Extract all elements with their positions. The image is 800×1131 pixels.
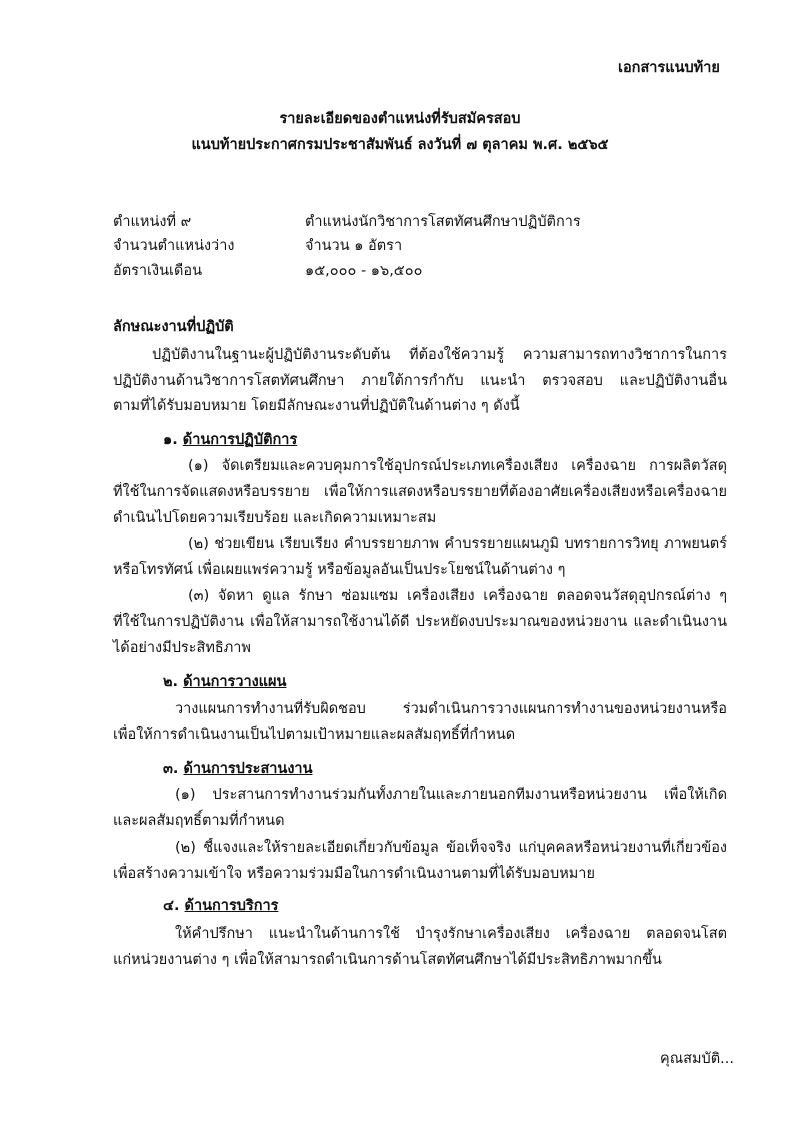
text-line: ที่ใช้ในการจัดแสดงหรือบรรยาย เพื่อให้การแสดงหรือบรรยายที่ต้องอาศัยเครื่องเสียงหรือเครื่องฉาย	[113, 484, 727, 500]
section-number: ๑.	[163, 432, 178, 448]
text-line: ได้อย่างมีประสิทธิภาพ	[113, 640, 251, 656]
text-line: ที่ใช้ในการปฏิบัติงาน เพื่อให้สามารถใช้งานได้ดี ประหยัดงบประมาณของหน่วยงาน และดำเนินงาน	[113, 614, 727, 630]
text-line: แก่หน่วยงานต่าง ๆ เพื่อให้สามารถดำเนินการด้านโสตทัศนศึกษาได้มีประสิทธิภาพมากขึ้น	[113, 952, 662, 968]
section-2-heading	[163, 672, 286, 692]
section-number: ๔.	[163, 898, 180, 914]
text-line: (๒) ชี้แจงและให้รายละเอียดเกี่ยวกับข้อมูล ข้อเท็จจริง แก่บุคคลหรือหน่วยงานที่เกี่ยวข้อง	[175, 840, 727, 856]
position-value: ตำแหน่งนักวิชาการโสตทัศนศึกษาปฏิบัติการ	[305, 214, 581, 230]
position-label: ตำแหน่งที่ ๙	[113, 214, 192, 230]
section-number: ๓.	[163, 761, 179, 777]
vacancy-value: จำนวน ๑ อัตรา	[305, 238, 403, 254]
section-4-heading	[163, 896, 278, 916]
section-number: ๒.	[163, 674, 179, 690]
text-line: (๑) ประสานการทำงานร่วมกันทั้งภายในและภายนอกทีมงานหรือหน่วยงาน เพื่อให้เกิด	[175, 787, 727, 803]
section-title: ด้านการวางแผน	[183, 674, 287, 690]
text-line: และผลสัมฤทธิ์ตามที่กำหนด	[113, 813, 285, 829]
section-title: ด้านการบริการ	[184, 898, 279, 914]
section-3-heading	[163, 759, 312, 779]
text-line: ดำเนินไปโดยความเรียบร้อย และเกิดความเหมาะสม	[113, 510, 437, 526]
text-line: ปฏิบัติงานในฐานะผู้ปฏิบัติงานระดับต้น ที่ต้องใช้ความรู้ ความสามารถทางวิชาการในการ	[152, 347, 727, 363]
text-line: (๓) จัดหา ดูแล รักษา ซ่อมแซม เครื่องเสียง เครื่องฉาย ตลอดจนวัสดุอุปกรณ์ต่าง ๆ	[188, 588, 727, 604]
section-title: ด้านการประสานงาน	[183, 761, 313, 777]
text-line: เพื่อสร้างความเข้าใจ หรือความร่วมมือในการดำเนินงานตามที่ได้รับมอบหมาย	[113, 866, 595, 882]
text-line: (๒) ช่วยเขียน เรียบเรียง คำบรรยายภาพ คำบรรยายแผนภูมิ บทรายการวิทยุ ภาพยนตร์	[188, 536, 727, 552]
text-line: ตามที่ได้รับมอบหมาย โดยมีลักษณะงานที่ปฏิบัติในด้านต่าง ๆ ดังนี้	[113, 398, 520, 414]
section-1-heading	[163, 430, 297, 450]
salary-label: อัตราเงินเดือน	[113, 263, 202, 279]
continued-label: คุณสมบัติ...	[660, 1051, 735, 1067]
text-line: หรือโทรทัศน์ เพื่อเผยแพร่ความรู้ หรือข้อมูลอันเป็นประโยชน์ในด้านต่าง ๆ	[113, 562, 566, 578]
text-line: วางแผนการทำงานที่รับผิดชอบ ร่วมดำเนินการวางแผนการทำงานของหน่วยงานหรือ	[175, 701, 727, 717]
section-title: ด้านการปฏิบัติการ	[182, 432, 298, 448]
text-line: ให้คำปรึกษา แนะนำในด้านการใช้ บำรุงรักษาเครื่องเสียง เครื่องฉาย ตลอดจนโสต	[175, 926, 727, 942]
salary-value: ๑๕,๐๐๐ - ๑๖,๕๐๐	[305, 263, 423, 279]
page-subtitle: แนบท้ายประกาศกรมประชาสัมพันธ์ ลงวันที่ ๗ ตุลาคม พ.ศ. ๒๕๖๕	[191, 137, 609, 153]
text-line: (๑) จัดเตรียมและควบคุมการใช้อุปกรณ์ประเภทเครื่องเสียง เครื่องฉาย การผลิตวัสดุ	[188, 458, 727, 474]
annex-label: เอกสารแนบท้าย	[618, 60, 720, 76]
vacancy-label: จำนวนตำแหน่งว่าง	[113, 238, 235, 254]
page-title: รายละเอียดของตำแหน่งที่รับสมัครสอบ	[279, 111, 521, 127]
section-heading: ลักษณะงานที่ปฏิบัติ	[113, 319, 234, 335]
text-line: เพื่อให้การดำเนินงานเป็นไปตามเป้าหมายและผลสัมฤทธิ์ที่กำหนด	[113, 727, 516, 743]
text-line: ปฏิบัติงานด้านวิชาการโสตทัศนศึกษา ภายใต้การกำกับ แนะนำ ตรวจสอบ และปฏิบัติงานอื่น	[113, 373, 727, 389]
